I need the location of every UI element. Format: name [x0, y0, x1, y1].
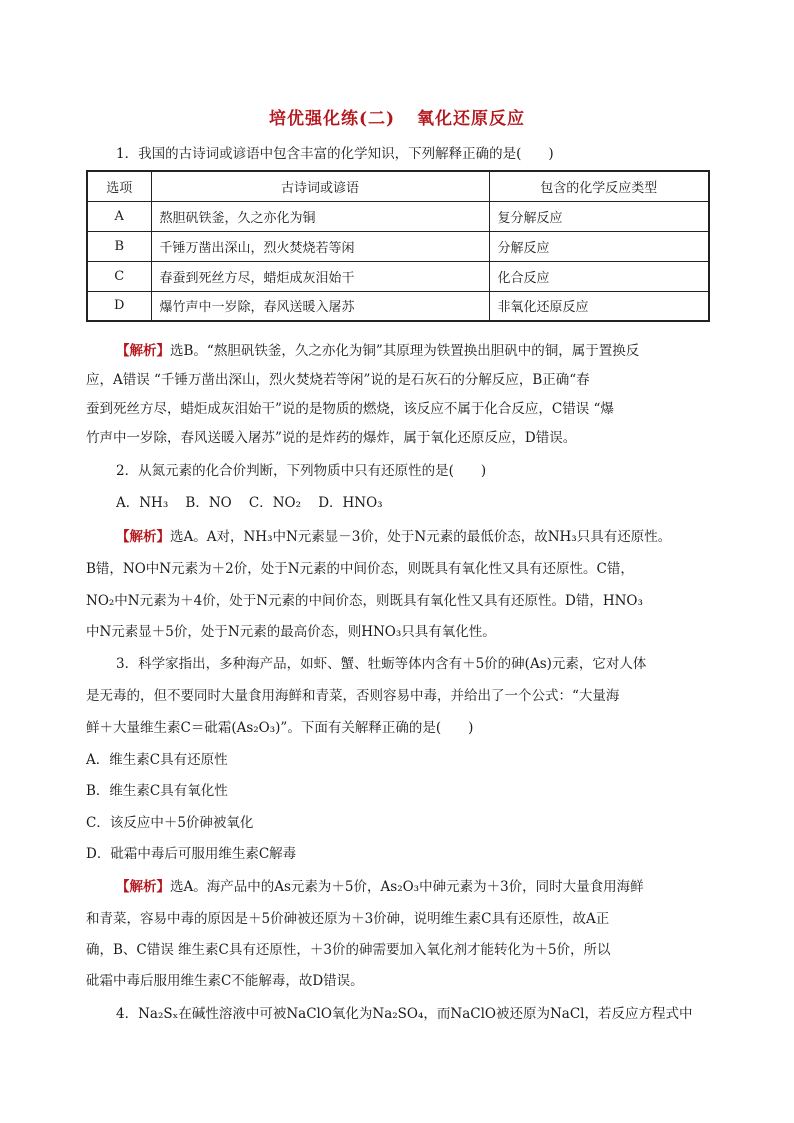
q2-options [116, 494, 716, 512]
table-cell: 复分解反应 [489, 201, 709, 231]
table-header-row [87, 171, 709, 201]
table-row [87, 201, 709, 231]
q3-option-d: D．砒霜中毒后可服用维生素C解毒 [86, 846, 297, 862]
q1-analysis-line-1 [116, 342, 716, 360]
analysis-text: 选A。A对，NH₃中N元素显－3价，处于N元素的最低价态，故NH₃只具有还原性。 [170, 529, 672, 545]
table-cell: 爆竹声中一岁除，春风送暖入屠苏 [151, 291, 489, 321]
q2-option-c: C．NO₂ [248, 495, 302, 511]
q2-option-b: B．NO [185, 495, 232, 511]
title-part1: 培优强化练(二) [268, 109, 396, 129]
table-row [87, 291, 709, 321]
header-poem: 古诗词或谚语 [151, 171, 489, 201]
table-cell: D [87, 291, 151, 321]
analysis-text: 选A。海产品中的As元素为＋5价，As₂O₃中砷元素为＋3价，同时大量食用海鲜 [170, 879, 644, 895]
table-cell: B [87, 231, 151, 261]
q3-option-b: B．维生素C具有氧化性 [86, 783, 228, 799]
q1-analysis-line-2: 应，A错误 “千锤万凿出深山，烈火焚烧若等闲”说的是石灰石的分解反应，B正确“春 [86, 372, 590, 388]
header-reaction: 包含的化学反应类型 [489, 171, 709, 201]
q2-analysis-line-4: 中N元素显＋5价，处于N元素的最高价态，则HNO₃只具有氧化性。 [86, 624, 496, 640]
q1-analysis-line-3: 蚕到死丝方尽，蜡炬成灰泪始干”说的是物质的燃烧，该反应不属于化合反应，C错误 “爆 [86, 401, 614, 417]
analysis-tag: 【解析】 [116, 879, 170, 895]
q1-table [86, 170, 710, 322]
table-row [87, 231, 709, 261]
q2-analysis-line-3: NO₂中N元素为＋4价，处于N元素的中间价态，则既具有氧化性又具有还原性。D错，HNO₃ [86, 593, 643, 609]
table-cell: 化合反应 [489, 261, 709, 291]
q2-option-a: A．NH₃ [116, 495, 169, 511]
q3-stem-line-2: 是无毒的，但不要同时大量食用海鲜和青菜，否则容易中毒，并给出了一个公式：“大量海 [86, 688, 620, 704]
table-row [87, 261, 709, 291]
table-cell: 熬胆矾铁釜，久之亦化为铜 [151, 201, 489, 231]
q4-stem: 4．Na₂Sₓ在碱性溶液中可被NaClO氧化为Na₂SO₄，而NaClO被还原为NaCl，若反应方程式中 [116, 1006, 693, 1022]
table-cell: 千锤万凿出深山，烈火焚烧若等闲 [151, 231, 489, 261]
q3-option-c: C．该反应中＋5价砷被氧化 [86, 815, 254, 831]
q2-analysis-line-2: B错，NO中N元素为＋2价，处于N元素的中间价态，则既具有氧化性又具有还原性。C错， [86, 561, 634, 577]
analysis-tag: 【解析】 [116, 529, 170, 545]
analysis-text: 选B。“熬胆矾铁釜，久之亦化为铜”其原理为铁置换出胆矾中的铜，属于置换反 [170, 343, 640, 359]
q3-stem-line-3: 鲜＋大量维生素C＝砒霜(As₂O₃)”。下面有关解释正确的是( ) [86, 720, 474, 736]
analysis-tag: 【解析】 [116, 343, 170, 359]
page-title [0, 104, 794, 129]
q3-analysis-line-2: 和青菜，容易中毒的原因是＋5价砷被还原为＋3价砷，说明维生素C具有还原性，故A正 [86, 911, 610, 927]
q2-analysis-line-1 [116, 528, 716, 546]
q1-stem: 1．我国的古诗词或谚语中包含丰富的化学知识，下列解释正确的是( ) [116, 146, 554, 162]
table-cell: 非氧化还原反应 [489, 291, 709, 321]
table-cell: 春蚕到死丝方尽，蜡炬成灰泪始干 [151, 261, 489, 291]
table-cell: A [87, 201, 151, 231]
q3-stem-line-1: 3．科学家指出，多种海产品，如虾、蟹、牡蛎等体内含有＋5价的砷(As)元素，它对人体 [116, 656, 647, 672]
table-cell: 分解反应 [489, 231, 709, 261]
title-part2: 氧化还原反应 [417, 109, 526, 129]
q2-option-d: D．HNO₃ [318, 495, 383, 511]
q3-option-a: A．维生素C具有还原性 [86, 752, 228, 768]
q2-stem: 2．从氮元素的化合价判断，下列物质中只有还原性的是( ) [116, 463, 487, 479]
q1-analysis-line-4: 竹声中一岁除，春风送暖入屠苏”说的是炸药的爆炸，属于氧化还原反应，D错误。 [86, 430, 577, 446]
q3-analysis-line-1 [116, 878, 716, 896]
header-option: 选项 [87, 171, 151, 201]
table-cell: C [87, 261, 151, 291]
q3-analysis-line-4: 砒霜中毒后服用维生素C不能解毒，故D错误。 [86, 973, 364, 989]
q3-analysis-line-3: 确，B、C错误 维生素C具有还原性，＋3价的砷需要加入氧化剂才能转化为＋5价，所以 [86, 942, 611, 958]
